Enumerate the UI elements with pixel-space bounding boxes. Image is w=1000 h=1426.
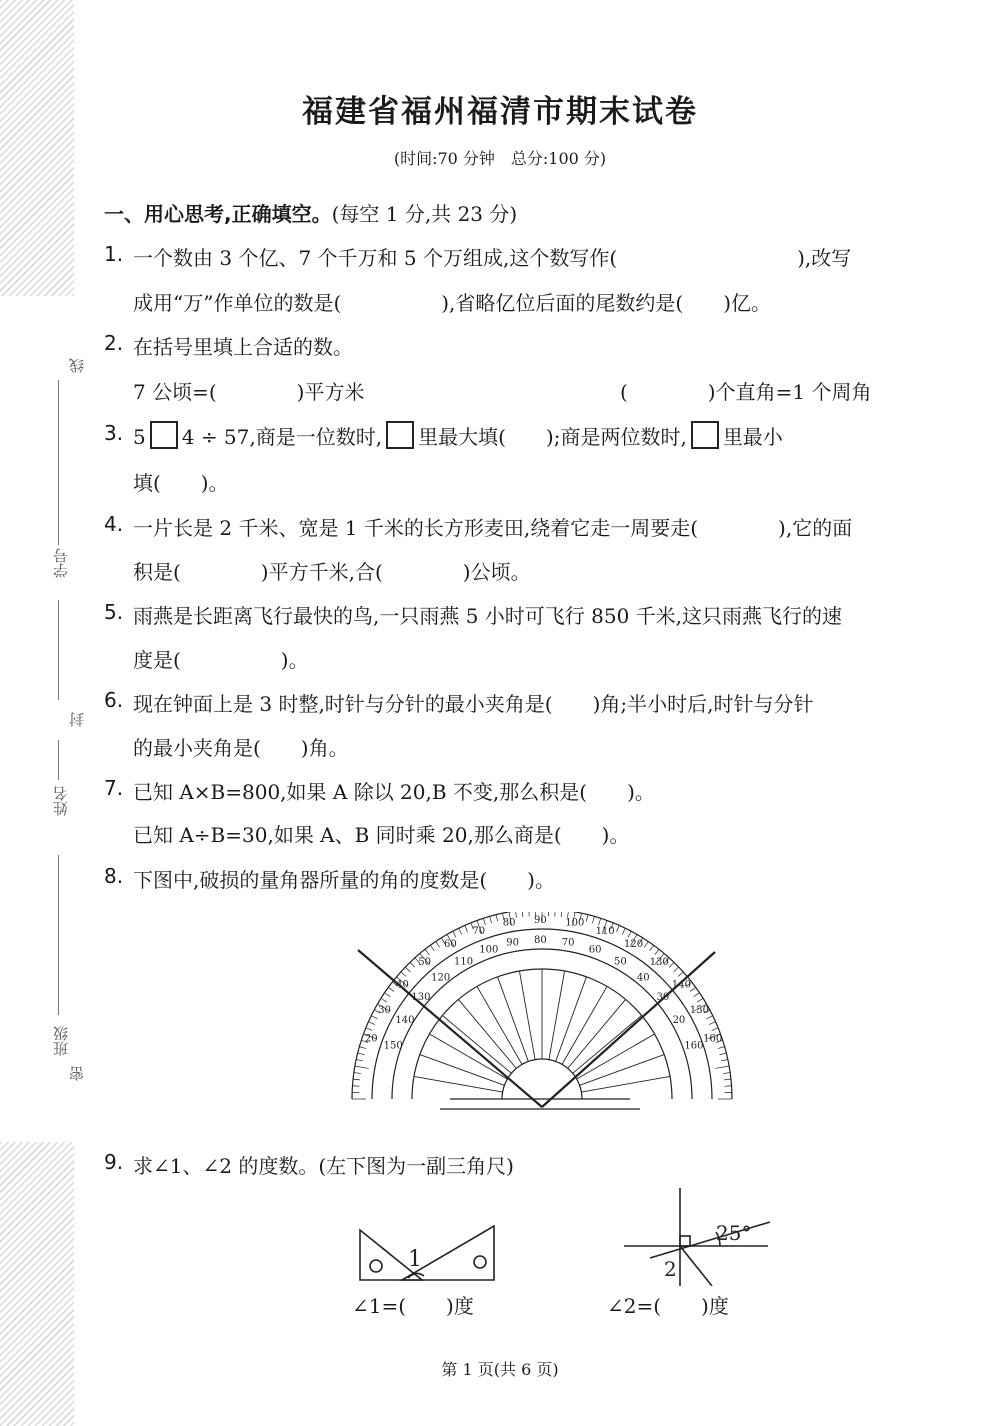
question-6-line-1: 现在钟面上是 3 时整,时针与分针的最小夹角是( )角;半小时后,时针与分针 [133, 692, 814, 716]
protractor-tick [674, 967, 679, 972]
protractor-ray [458, 999, 516, 1068]
protractor-inner-label: 150 [383, 1040, 403, 1052]
protractor-outer-label: 130 [649, 957, 669, 969]
protractor-tick [366, 1028, 372, 1031]
broken-protractor-figure [340, 912, 740, 1117]
protractor-tick [650, 945, 654, 951]
protractor-ray [549, 971, 565, 1060]
angle-line [680, 1246, 712, 1286]
protractor-tick [483, 918, 485, 925]
binding-margin [0, 300, 90, 1140]
protractor-tick [430, 945, 434, 951]
intersecting-lines-figure [620, 1186, 780, 1286]
protractor-inner-label: 40 [636, 972, 650, 984]
binding-label-line: 线 [68, 358, 86, 373]
protractor-tick [388, 987, 394, 991]
question-6-line-2: 的最小夹角是( )角。 [133, 736, 349, 760]
question-5-line-1: 雨燕是长距离飞行最快的鸟,一只雨燕 5 小时可飞行 850 千米,这只雨燕飞行的速 [133, 604, 843, 628]
protractor-tick [522, 912, 523, 917]
protractor-tick [669, 962, 674, 967]
question-2-blank-a: 7 公顷=( )平方米 [133, 380, 365, 404]
question-4-line-2: 积是( )平方千米,合( )公顷。 [133, 560, 531, 584]
blank-box [150, 421, 178, 449]
blank-box [386, 421, 414, 449]
protractor-outer-label: 140 [671, 979, 691, 991]
protractor-inner-label: 100 [479, 944, 499, 956]
protractor-tick [496, 915, 498, 922]
protractor-tick [723, 1073, 730, 1074]
protractor-tick [616, 925, 619, 931]
protractor-tick [453, 931, 456, 937]
question-2-line-1: 在括号里填上合适的数。 [133, 335, 353, 359]
protractor-tick [490, 916, 492, 923]
protractor-outer-label: 90 [534, 915, 547, 926]
protractor-tick [715, 1066, 729, 1068]
protractor-outer-label: 40 [396, 979, 409, 991]
binding-label-seal2: 密 [68, 1066, 86, 1081]
protractor-outer-label: 80 [502, 917, 516, 929]
question-1-line-1: 一个数由 3 个亿、7 个千万和 5 个万组成,这个数写作( ),改写 [133, 246, 852, 270]
protractor-inner-label: 20 [672, 1015, 686, 1026]
protractor-outer-label: 50 [418, 957, 432, 969]
q3-text-a: 4 ÷ 57,商是一位数时, [181, 425, 383, 449]
protractor-tick [720, 1053, 727, 1055]
binding-rule [58, 740, 59, 780]
section-note: (每空 1 分,共 23 分) [331, 202, 518, 226]
question-5-line-2: 度是( )。 [133, 648, 309, 672]
protractor-inner-label: 80 [534, 935, 547, 946]
protractor-tick [405, 967, 410, 972]
angle-25-label: 25° [716, 1221, 752, 1245]
protractor-outer-label: 60 [444, 939, 457, 951]
student-id-rule [58, 600, 59, 700]
question-number: 7. [104, 776, 124, 800]
class-label: 班级 [52, 1026, 70, 1056]
question-9-line-1: 求∠1、∠2 的度数。(左下图为一副三角尺) [133, 1154, 514, 1178]
protractor-inner-label: 130 [411, 992, 431, 1004]
q3-digit: 5 [133, 425, 146, 449]
protractor-tick [401, 972, 406, 977]
protractor-tick [622, 928, 625, 934]
protractor-tick [358, 1053, 365, 1055]
protractor-outer-label: 20 [364, 1033, 378, 1045]
protractor-tick [355, 1066, 369, 1068]
protractor-tick [465, 925, 468, 931]
blank-box [691, 421, 719, 449]
protractor-tick [354, 1073, 361, 1074]
page-footer: 第 1 页(共 6 页) [441, 1360, 559, 1379]
protractor-tick [721, 1059, 728, 1060]
section-title: 一、用心思考,正确填空。 [104, 202, 332, 226]
protractor-inner-label: 30 [656, 992, 670, 1004]
protractor-tick [697, 998, 703, 1002]
protractor-tick [678, 972, 683, 977]
protractor-outer-label: 160 [703, 1033, 723, 1045]
angle-2-label: 2 [664, 1257, 677, 1281]
question-3-line-2: 填( )。 [133, 471, 229, 495]
binding-label-seal: 封 [68, 712, 86, 727]
protractor-outer-label: 120 [624, 939, 644, 951]
question-9-answer-2: ∠2=( )度 [607, 1294, 729, 1318]
protractor-ray [519, 971, 535, 1060]
q3-text-b: 里最大填( );商是两位数时, [418, 425, 687, 449]
protractor-outer-label: 100 [565, 917, 585, 929]
protractor-ray [442, 1015, 511, 1073]
question-9-answer-1: ∠1=( )度 [352, 1294, 474, 1318]
protractor-tick [384, 993, 390, 997]
protractor-inner-label: 140 [395, 1015, 415, 1026]
slanted-line [650, 1222, 770, 1258]
question-number: 8. [104, 864, 124, 888]
protractor-inner-label: 70 [561, 937, 575, 949]
protractor-tick [599, 918, 601, 925]
question-2-blank-b: ( )个直角=1 个周角 [620, 380, 872, 404]
protractor-tick [706, 1016, 712, 1019]
protractor-tick [371, 1016, 377, 1019]
right-angle-marker [680, 1236, 690, 1246]
section-heading [104, 198, 517, 227]
protractor-tick [381, 998, 387, 1002]
protractor-tick [561, 912, 562, 917]
protractor-inner-label: 110 [454, 956, 474, 968]
protractor-tick [359, 1047, 366, 1049]
question-8-line-1: 下图中,破损的量角器所量的角的度数是( )。 [133, 868, 555, 892]
angle-1-label: 1 [408, 1247, 422, 1272]
binding-rule [58, 380, 59, 545]
question-7-line-1: 已知 A×B=800,如果 A 除以 20,B 不变,那么积是( )。 [133, 780, 655, 804]
ruler-hole [370, 1260, 382, 1272]
page-title: 福建省福州福清市期末试卷 [302, 94, 698, 130]
page-subtitle: (时间:70 分钟 总分:100 分) [393, 149, 607, 168]
protractor-tick [724, 1079, 731, 1080]
protractor-tick [628, 931, 631, 937]
protractor-ray [581, 1076, 670, 1092]
question-number: 4. [104, 512, 124, 536]
protractor-inner-label: 160 [684, 1040, 704, 1052]
protractor-tick [644, 941, 648, 947]
protractor-tick [516, 912, 517, 918]
name-rule [58, 855, 59, 1015]
protractor-tick [718, 1047, 725, 1049]
protractor-tick [368, 1022, 374, 1025]
protractor-tick [592, 916, 594, 923]
protractor-outer-label: 150 [689, 1005, 709, 1016]
protractor-tick [712, 1028, 718, 1031]
protractor-tick [655, 949, 659, 955]
name-label: 姓名 [52, 786, 70, 816]
triangle-rulers-figure [352, 1218, 512, 1288]
protractor-tick [436, 941, 440, 947]
question-number: 1. [104, 242, 124, 266]
question-number: 6. [104, 688, 124, 712]
protractor-outer-label: 30 [378, 1005, 391, 1016]
question-4-line-1: 一片长是 2 千米、宽是 1 千米的长方形麦田,绕着它走一周要走( ),它的面 [133, 516, 853, 540]
question-7-line-2: 已知 A÷B=30,如果 A、B 同时乘 20,那么商是( )。 [133, 823, 630, 847]
protractor-inner-label: 50 [614, 956, 627, 968]
student-id-label: 学号 [52, 548, 70, 578]
protractor-inner-label: 120 [431, 972, 451, 984]
question-number: 3. [104, 421, 124, 445]
question-1-line-2: 成用“万”作单位的数是( ),省略亿位后面的尾数约是( )亿。 [133, 291, 772, 315]
protractor-inner-label: 60 [588, 944, 602, 956]
protractor-tick [425, 949, 429, 955]
ruler-hole [474, 1256, 486, 1268]
protractor-tick [353, 1079, 360, 1080]
question-number: 2. [104, 331, 124, 355]
protractor-tick [356, 1059, 363, 1060]
protractor-ray [573, 1015, 642, 1073]
protractor-tick [586, 915, 588, 922]
protractor-tick [709, 1022, 715, 1025]
protractor-ray [414, 1076, 503, 1092]
protractor-outer-label: 110 [595, 925, 615, 937]
protractor-tick [459, 928, 462, 934]
question-3-line-1 [133, 421, 783, 450]
margin-hatch-bottom [0, 1142, 74, 1426]
question-number: 5. [104, 600, 124, 624]
protractor-outer-label: 70 [472, 925, 486, 937]
question-number: 9. [104, 1150, 124, 1174]
q3-text-c: 里最小 [722, 425, 783, 449]
protractor-tick [410, 962, 415, 967]
protractor-inner-label: 90 [506, 937, 519, 949]
protractor-tick [694, 993, 700, 997]
